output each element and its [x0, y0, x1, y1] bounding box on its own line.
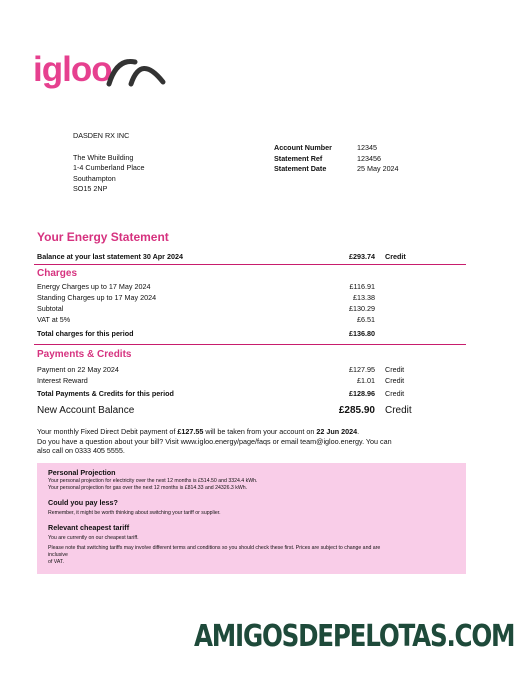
payments-total-label: Total Payments & Credits for this period — [37, 389, 174, 398]
notice-text: . — [357, 427, 360, 436]
notice-line-2: Do you have a question about your bill? Visit www.igloo.energy/page/faqs or email team@igloo.energy. You can — [37, 436, 392, 446]
charge-amount: £6.51 — [357, 315, 375, 324]
charges-total-label: Total charges for this period — [37, 329, 134, 338]
notice-date: 22 Jun 2024 — [316, 427, 358, 436]
charge-row — [37, 281, 467, 292]
charges-total-amount: £136.80 — [349, 329, 375, 338]
payment-label: Payment on 22 May 2024 — [37, 365, 119, 374]
logo-text: igloo — [33, 50, 112, 89]
projection-title: Personal Projection — [48, 468, 116, 477]
balance-last-amount: £293.74 — [349, 252, 375, 261]
divider — [34, 264, 466, 265]
new-balance-amount: £285.90 — [338, 405, 375, 416]
payments-total-amount: £128.96 — [349, 389, 375, 398]
payment-tag: Credit — [385, 365, 405, 374]
charge-label: VAT at 5% — [37, 315, 71, 324]
balance-last-label: Balance at your last statement 30 Apr 2024 — [37, 252, 183, 261]
cheapest-text: You are currently on our cheapest tariff. — [48, 535, 139, 541]
notice-amount: £127.55 — [177, 427, 204, 436]
statement-ref-label: Statement Ref — [274, 153, 323, 163]
pay-less-text: Remember, it might be worth thinking about switching your tariff or supplier. — [48, 510, 221, 516]
balance-last-row — [37, 251, 467, 262]
igloo-logo — [33, 50, 168, 92]
account-number-label: Account Number — [274, 143, 332, 152]
account-number-value: 12345 — [357, 143, 377, 152]
charge-row — [37, 303, 467, 314]
charge-label: Energy Charges up to 17 May 2024 — [37, 282, 151, 291]
charge-amount: £116.91 — [349, 282, 375, 291]
notice-text: Your monthly Fixed Direct Debit payment of — [37, 427, 178, 436]
statement-date-value: 25 May 2024 — [357, 164, 399, 173]
balance-last-tag: Credit — [385, 252, 406, 261]
address-line: Southampton — [73, 173, 116, 183]
pay-less-title: Could you pay less? — [48, 498, 118, 507]
charge-label: Subtotal — [37, 304, 64, 313]
statement-ref-value: 123456 — [357, 153, 381, 163]
customer-name: DASDEN RX INC — [73, 131, 130, 140]
address-line: The White Building — [73, 152, 134, 162]
customer-address — [73, 131, 253, 195]
payments-total-row — [37, 388, 467, 399]
statement-title: Your Energy Statement — [37, 230, 169, 244]
payments-total-tag: Credit — [385, 389, 405, 398]
payment-tag: Credit — [385, 376, 405, 385]
payment-row — [37, 375, 467, 386]
divider — [34, 344, 466, 345]
switching-note: of VAT. — [48, 559, 64, 565]
charge-row — [37, 292, 467, 303]
projection-box — [37, 463, 466, 574]
account-info — [274, 143, 454, 175]
address-line: SO15 2NP — [73, 184, 108, 193]
cheapest-title: Relevant cheapest tariff — [48, 523, 130, 532]
payment-amount: £127.95 — [349, 365, 375, 374]
payments-title: Payments & Credits — [37, 349, 132, 360]
charge-label: Standing Charges up to 17 May 2024 — [37, 293, 157, 302]
payment-row — [37, 364, 467, 375]
switching-note: Please note that switching tariffs may involve different terms and conditions so you should check these first. Prices are subject to change and are — [48, 545, 381, 551]
notice-text: will be taken from your account on — [203, 427, 317, 436]
new-balance-label: New Account Balance — [37, 405, 135, 416]
charge-amount: £13.38 — [353, 293, 375, 302]
logo-arc-icon — [105, 52, 167, 86]
statement-date-label: Statement Date — [274, 164, 327, 173]
payment-label: Interest Reward — [37, 376, 88, 385]
charge-amount: £130.29 — [349, 304, 375, 313]
new-balance-row — [37, 403, 467, 419]
payment-amount: £1.01 — [357, 376, 375, 385]
projection-gas: Your personal projection for gas over the next 12 months is £814.33 and 24326.3 kWh. — [48, 485, 248, 491]
notice-line-3: also call on 0333 405 5555. — [37, 446, 125, 455]
watermark: AMIGOSDEPELOTAS.COM — [194, 619, 514, 654]
charges-total-row — [37, 328, 467, 339]
charge-row — [37, 314, 467, 325]
new-balance-tag: Credit — [385, 405, 412, 416]
notice-line-1 — [37, 427, 467, 437]
switching-note: inclusive — [48, 552, 68, 558]
address-line: 1-4 Cumberland Place — [73, 163, 145, 172]
charges-title: Charges — [37, 268, 78, 279]
projection-elec: Your personal projection for electricity over the next 12 months is £514.50 and 3324.4 kWh. — [48, 478, 258, 484]
payment-notice — [37, 427, 467, 456]
